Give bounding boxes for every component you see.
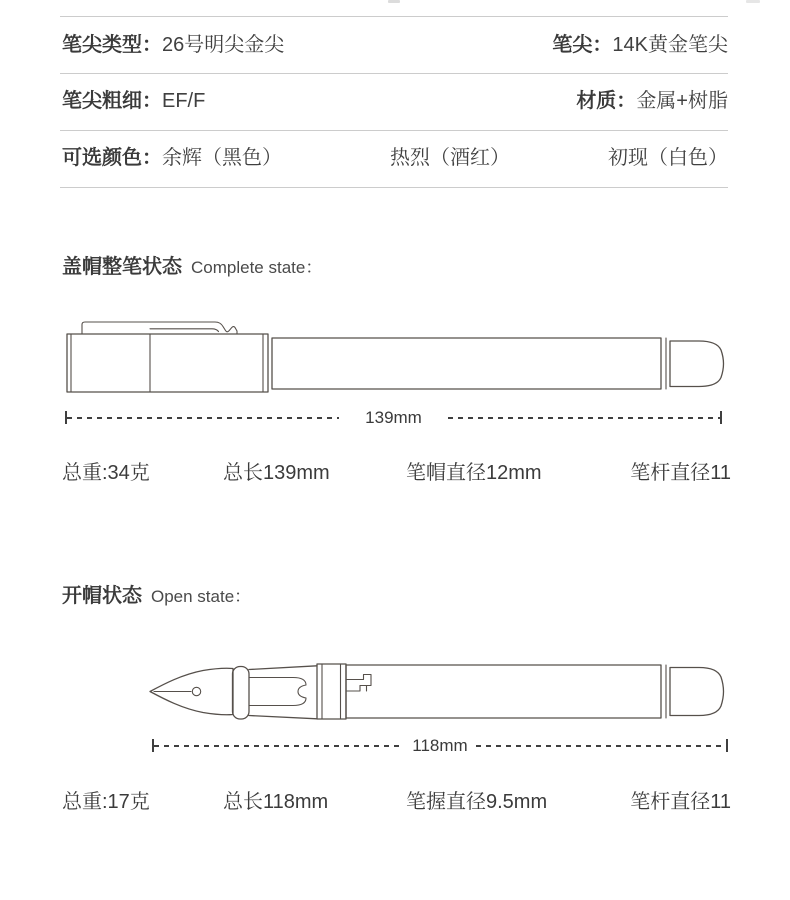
spec-value: 26号明尖金尖: [162, 34, 285, 56]
spec-weight: 总重:17克: [62, 791, 150, 813]
spec-barrel-diameter: 笔杆直径11: [630, 791, 731, 813]
dimension-label: 118mm: [412, 736, 468, 755]
dimension-dash-line: [67, 417, 339, 419]
open-state-heading: [62, 579, 251, 608]
spec-grip-diameter: 笔握直径9.5mm: [406, 791, 548, 813]
spec-label: 材质：: [576, 90, 637, 112]
heading-en: Complete state：: [191, 258, 323, 277]
spec-length: 总长118mm: [223, 791, 329, 813]
spec-label: 笔尖类型：: [62, 34, 162, 56]
spec-cell: [62, 34, 284, 57]
color-option: 余辉（黑色）: [162, 147, 282, 169]
dimension-dash-line: [448, 417, 720, 419]
heading-zh: 盖帽整笔状态: [62, 256, 182, 278]
spec-value: EF/F: [162, 90, 206, 112]
divider: [60, 130, 728, 131]
spec-cell: [62, 90, 205, 113]
open-pen-illustration: [0, 640, 790, 740]
spec-label: 笔尖粗细：: [62, 90, 162, 112]
spec-label: 可选颜色：: [62, 147, 162, 169]
dimension-dash-line: [154, 745, 404, 747]
divider: [60, 16, 728, 17]
spec-value: 14K黄金笔尖: [612, 34, 728, 56]
dimension-dash-line: [476, 745, 726, 747]
heading-zh: 开帽状态: [62, 585, 142, 607]
page-top-artifact: [388, 0, 400, 3]
dimension-tick: [726, 739, 728, 752]
dimension-label: 139mm: [365, 408, 422, 427]
divider: [60, 187, 728, 188]
length-dimension-open: [152, 738, 728, 753]
spec-cell: [62, 147, 282, 170]
spec-cap-diameter: 笔帽直径12mm: [406, 462, 542, 484]
spec-length: 总长139mm: [223, 462, 330, 484]
color-option: 初现（白色）: [608, 147, 728, 169]
spec-cell: [552, 34, 728, 57]
capped-state-heading: [62, 250, 322, 279]
length-dimension-capped: [65, 410, 722, 425]
spec-label: 笔尖：: [552, 34, 613, 56]
spec-weight: 总重:34克: [62, 462, 150, 484]
divider: [60, 73, 728, 74]
dimension-tick: [720, 411, 722, 424]
heading-en: Open state：: [151, 587, 252, 606]
capped-pen-illustration: [0, 305, 790, 405]
spec-cell: [576, 90, 728, 113]
spec-barrel-diameter: 笔杆直径11: [630, 462, 731, 484]
spec-value: 金属+树脂: [636, 90, 728, 112]
color-option: 热烈（酒红）: [390, 147, 510, 169]
page-top-artifact: [746, 0, 760, 3]
